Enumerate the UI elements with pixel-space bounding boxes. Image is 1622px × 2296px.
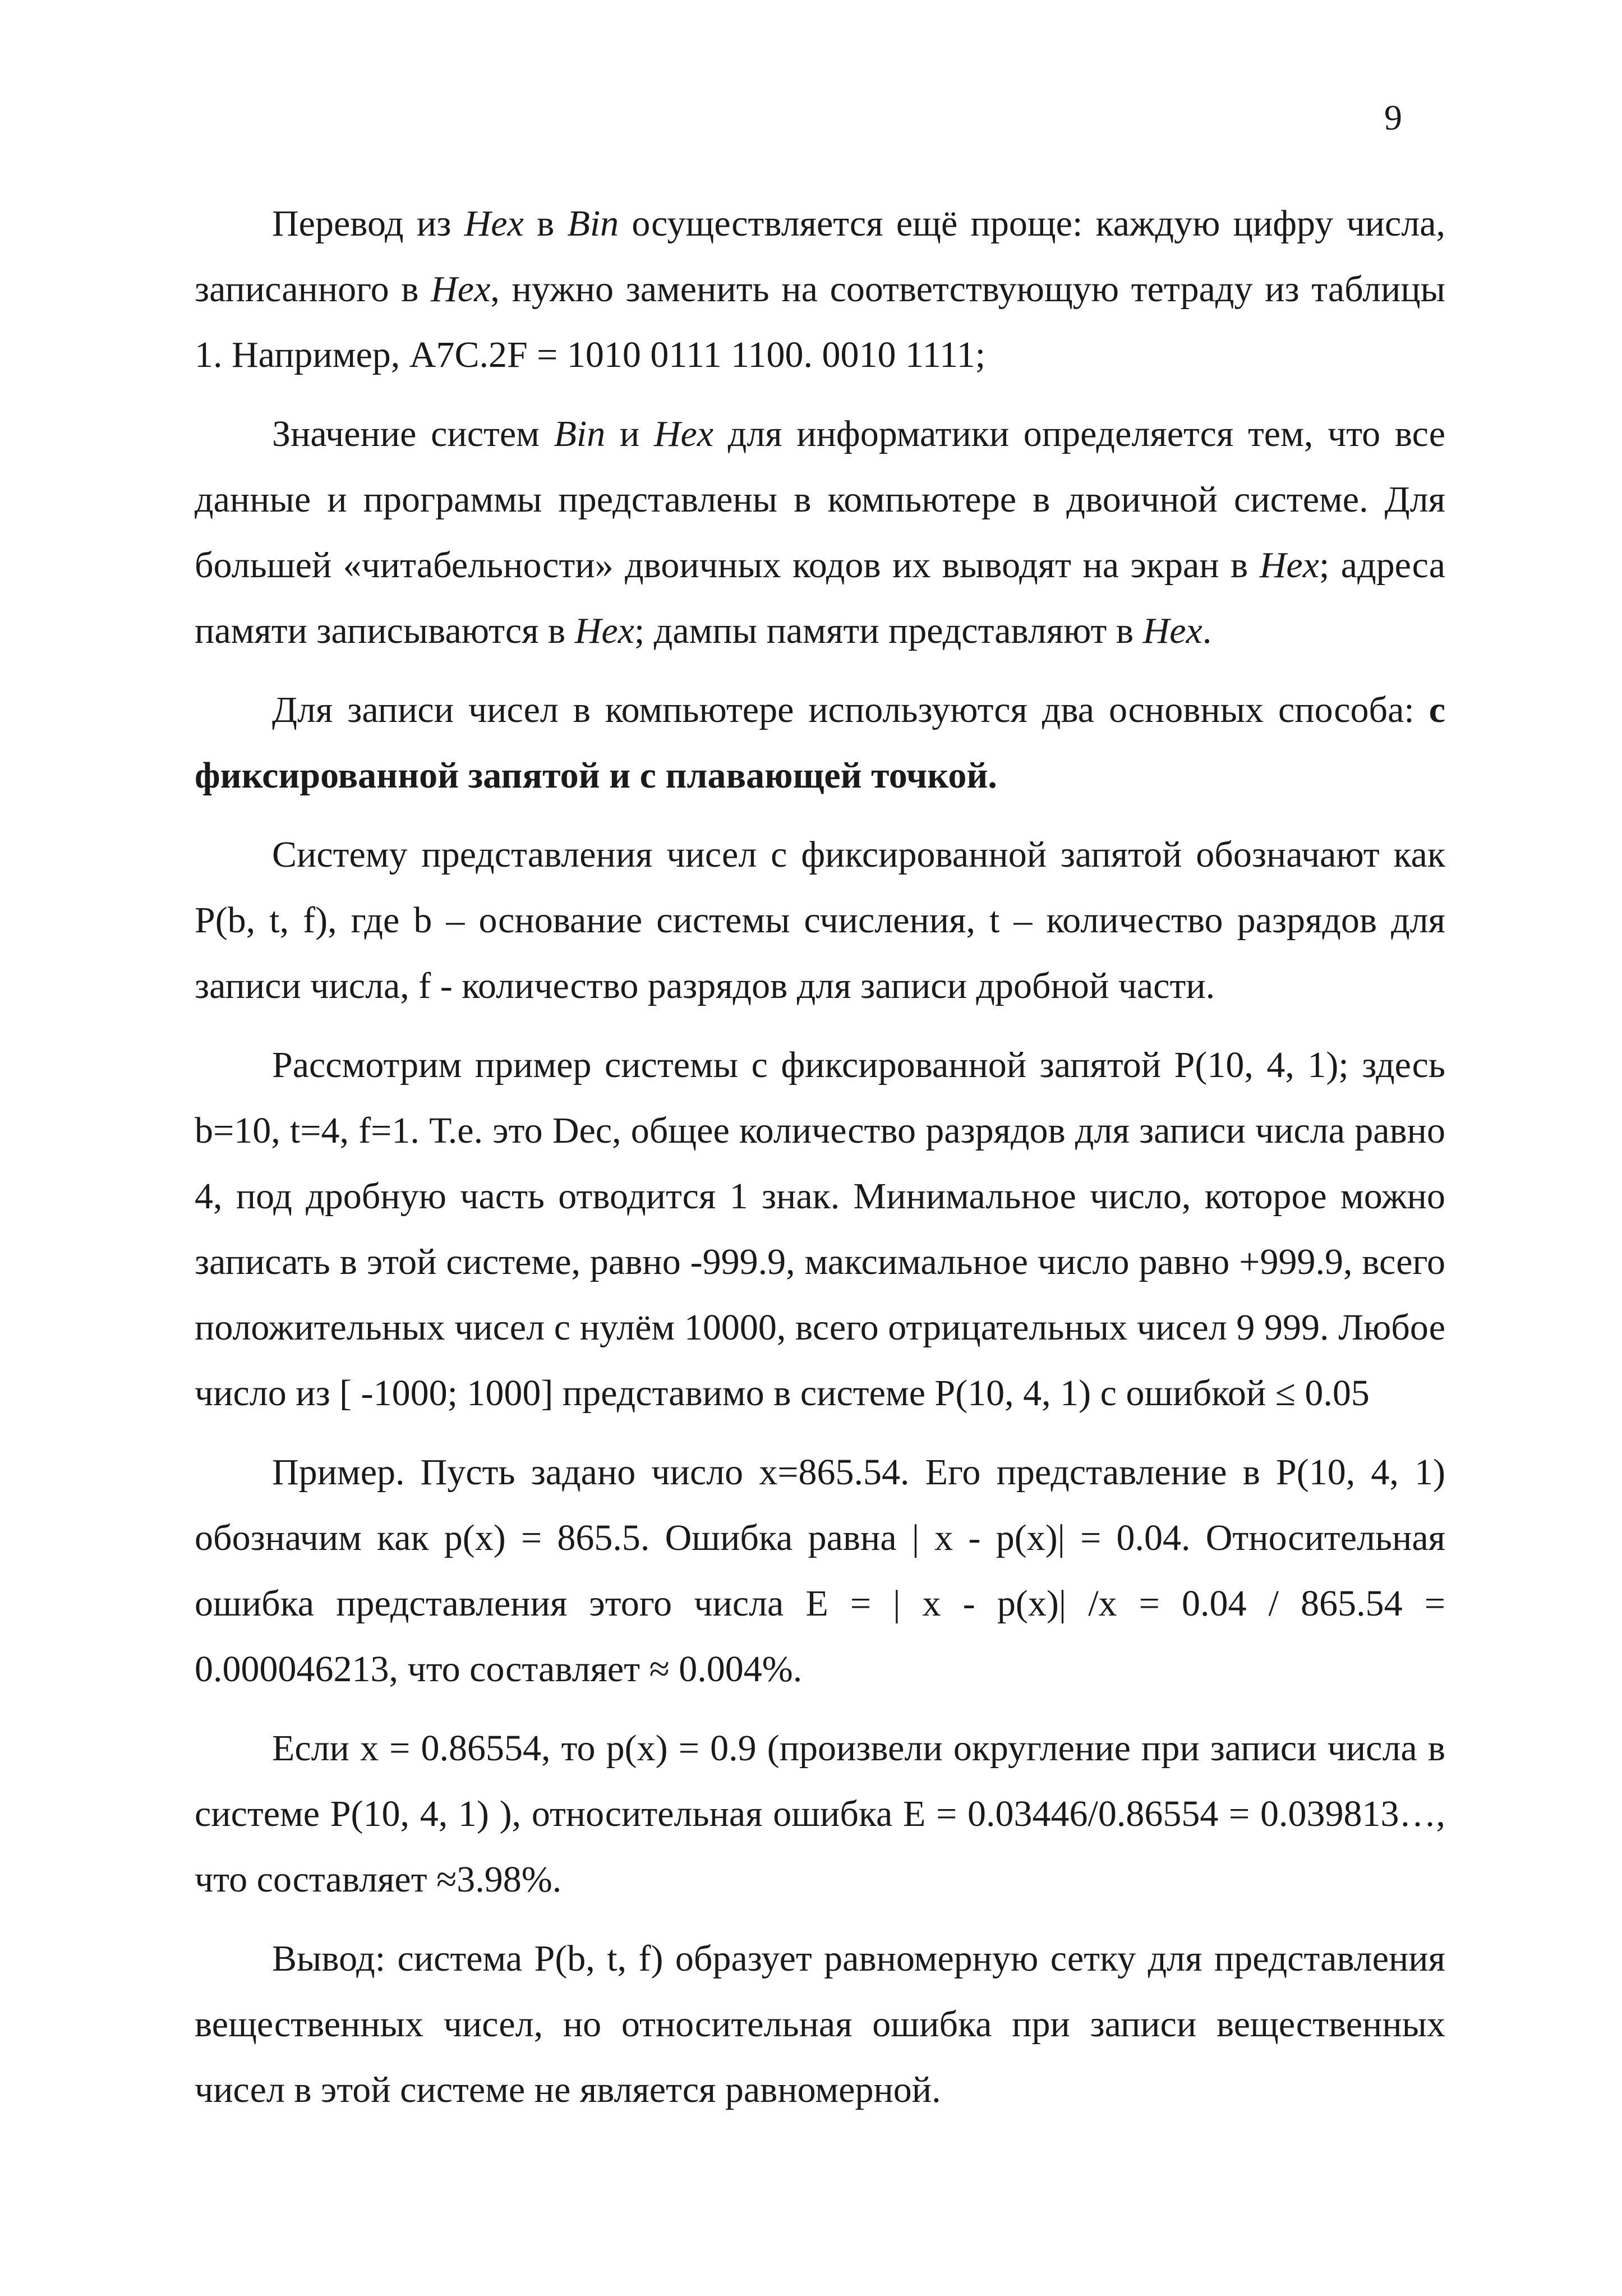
- text-run: Рассмотрим пример системы с фиксированной запятой P(10, 4, 1); здесь b=10, t=4, f=1. Т.е. это Dec, общее количество разрядов для записи числа равно 4, под дробную часть отводится 1 знак. Минимальное число, которое можно записать в этой системе, равно -999.9, максимальное число равно +999.9, всего положительных чисел с нулём 10000, всего отрицательных чисел 9 999. Любое число из [ -1000; 1000] представимо в системе P(10, 4, 1) с ошибкой ≤ 0.05: [195, 1045, 1445, 1414]
- paragraph: [195, 677, 1445, 808]
- paragraph: [195, 822, 1445, 1019]
- italic-term: Hex: [431, 269, 491, 310]
- text-run: Пример. Пусть задано число x=865.54. Его представление в P(10, 4, 1) обозначим как p(x) = 865.5. Ошибка равна | x - p(x)| = 0.04. Относительная ошибка представления этого числа E = | x - p(x)| /x = 0.04 / 865.54 = 0.000046213, что составляет ≈ 0.004%.: [195, 1452, 1445, 1690]
- paragraph: [195, 1032, 1445, 1426]
- text-run: и: [605, 413, 654, 454]
- italic-term: Hex: [464, 203, 524, 244]
- italic-term: Hex: [574, 610, 634, 651]
- italic-term: Hex: [1142, 610, 1202, 651]
- italic-term: Hex: [653, 413, 714, 454]
- text-run: Значение систем: [272, 413, 554, 454]
- body-text: [195, 191, 1445, 2136]
- paragraph: [195, 191, 1445, 388]
- text-run: .: [1202, 610, 1212, 651]
- text-run: Систему представления чисел с фиксированной запятой обозначают как P(b, t, f), где b – основание системы счисления, t – количество разрядов для записи числа, f - количество разрядов для записи дробной части.: [195, 834, 1445, 1006]
- text-run: осуществляется ещё проще: каждую цифру числа, записанного в: [195, 203, 1445, 310]
- italic-term: Bin: [554, 413, 606, 454]
- text-run: Вывод: система P(b, t, f) образует равномерную сетку для представления вещественных чисел, но относительная ошибка при записи вещественных чисел в этой системе не является равномерной.: [195, 1938, 1445, 2110]
- paragraph: [195, 1439, 1445, 1702]
- text-run: ; дампы памяти представляют в: [634, 610, 1143, 651]
- text-run: Перевод из: [272, 203, 464, 244]
- text-run: , нужно заменить на соответствующую тетраду из таблицы 1. Например, A7C.2F = 1010 0111 1100. 0010 1111;: [195, 269, 1446, 375]
- bold-phrase: с фиксированной запятой и с плавающей точкой.: [195, 689, 1445, 796]
- text-run: ; адреса памяти записываются в: [195, 545, 1445, 651]
- text-run: для информатики определяется тем, что все данные и программы представлены в компьютере в двоичной системе. Для большей «читабельности» двоичных кодов их выводят на экран в: [195, 413, 1445, 586]
- paragraph: [195, 1715, 1445, 1912]
- text-run: в: [523, 203, 568, 244]
- text-run: Если x = 0.86554, то p(x) = 0.9 (произвели округление при записи числа в системе P(10, 4, 1) ), относительная ошибка E = 0.03446/0.86554 = 0.039813…, что составляет ≈3.98%.: [195, 1728, 1445, 1900]
- italic-term: Hex: [1259, 545, 1319, 586]
- text-run: Для записи чисел в компьютере используются два основных способа:: [272, 689, 1429, 730]
- italic-term: Bin: [567, 203, 619, 244]
- page-number: 9: [1384, 98, 1402, 137]
- paragraph: [195, 1926, 1445, 2123]
- paragraph: [195, 401, 1445, 664]
